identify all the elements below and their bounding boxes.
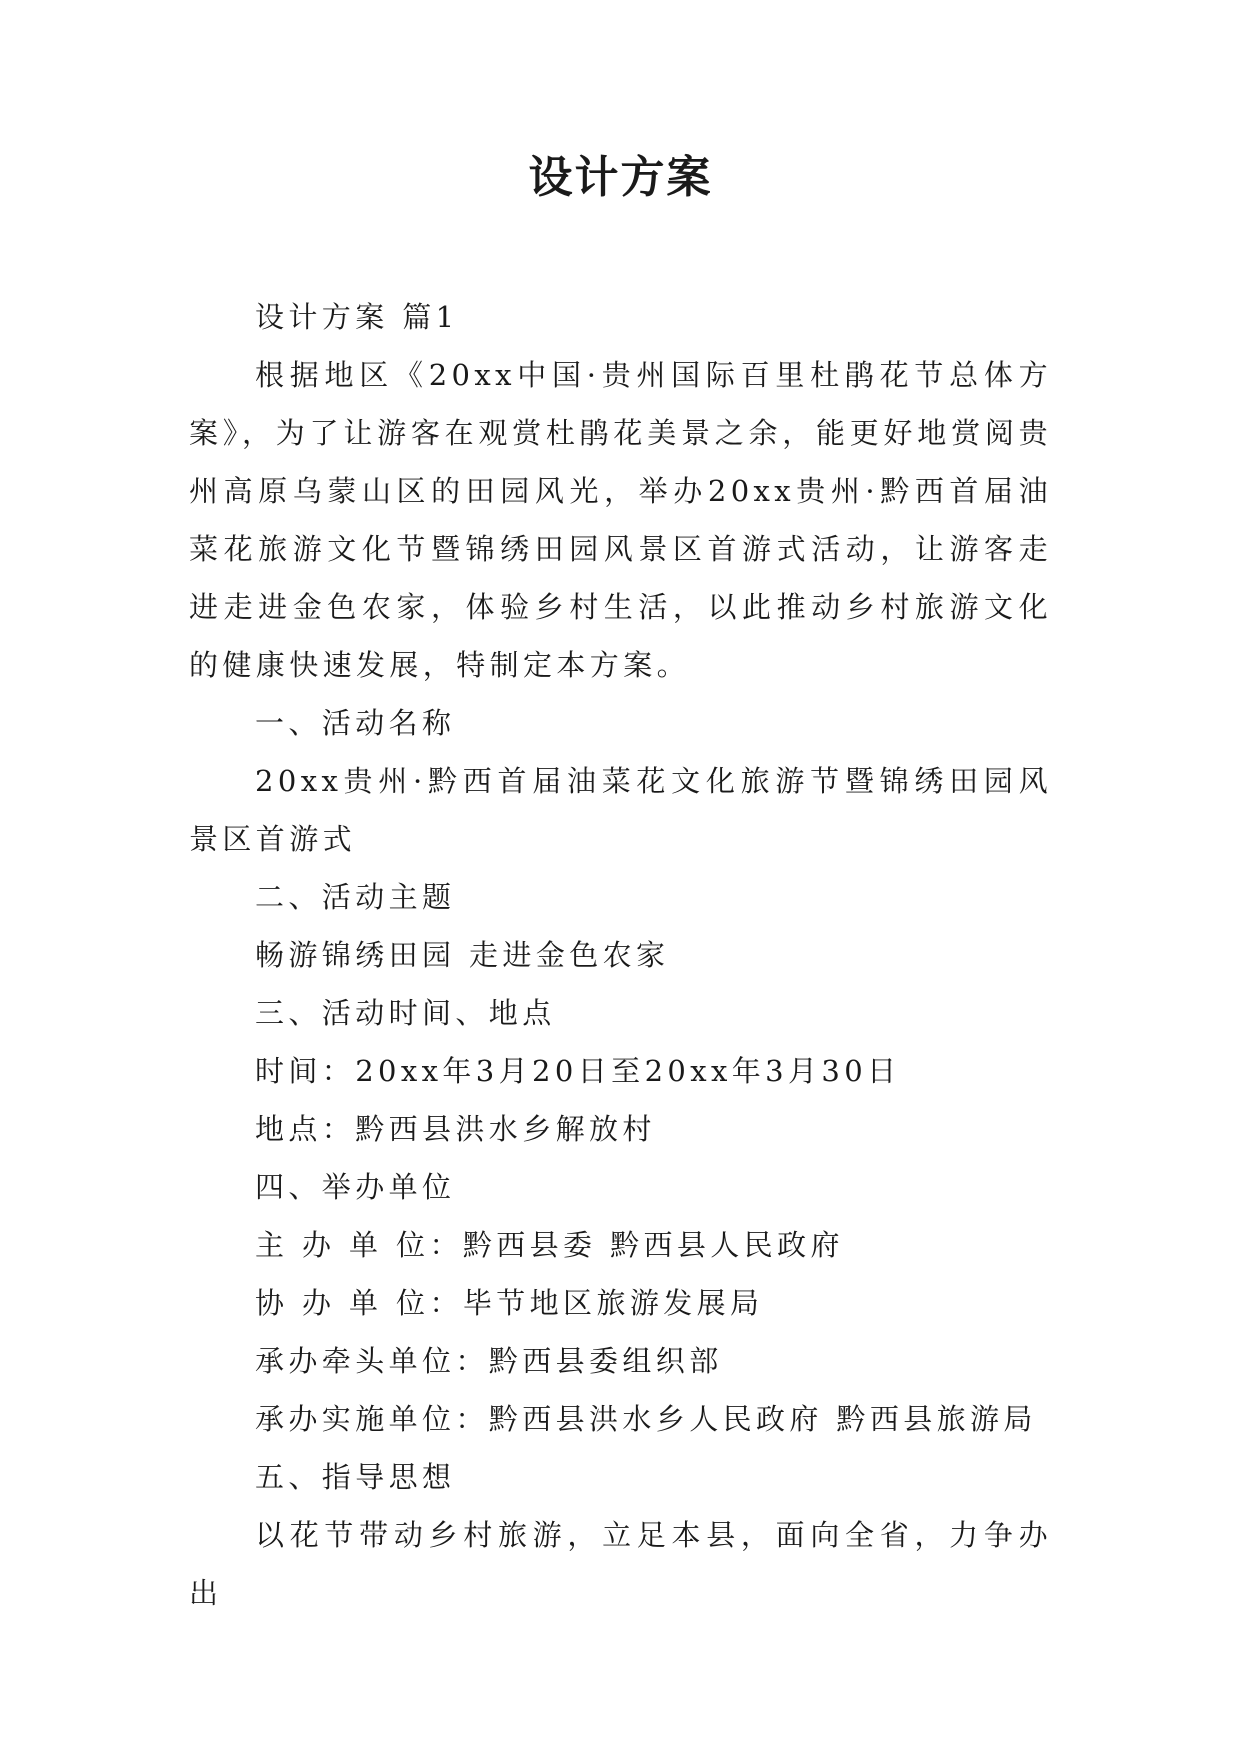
body-paragraph: 主 办 单 位：黔西县委 黔西县人民政府 [255,1228,844,1262]
document-title: 设计方案 [528,152,713,203]
body-paragraph: 承办实施单位：黔西县洪水乡人民政府 黔西县旅游局 [255,1402,1037,1436]
body-paragraph: 时间：20xx年3月20日至20xx年3月30日 [255,1054,901,1088]
section-heading: 四、举办单位 [255,1170,456,1204]
body-paragraph: 地点：黔西县洪水乡解放村 [255,1112,656,1146]
section-heading: 五、指导思想 [255,1460,456,1494]
body-paragraph: 以花节带动乡村旅游，立足本县，面向全省，力争办出 [189,1518,1052,1610]
body-paragraph: 协 办 单 位：毕节地区旅游发展局 [255,1286,764,1320]
intro-paragraph: 根据地区《20xx中国·贵州国际百里杜鹃花节总体方案》，为了让游客在观赏杜鹃花美景之余，能更好地赏阅贵州高原乌蒙山区的田园风光，举办20xx贵州·黔西首届油菜花旅游文化节暨锦绣田园风景区首游式活动，让游客走进走进金色农家，体验乡村生活，以此推动乡村旅游文化的健康快速发展，特制定本方案。 [189,358,1052,682]
section-heading: 二、活动主题 [255,880,456,914]
section-heading: 设计方案 篇1 [255,300,459,334]
section-heading: 三、活动时间、地点 [255,996,556,1030]
body-paragraph: 20xx贵州·黔西首届油菜花文化旅游节暨锦绣田园风景区首游式 [189,764,1052,856]
section-heading: 一、活动名称 [255,706,456,740]
document-body [189,288,1052,1622]
body-paragraph: 畅游锦绣田园 走进金色农家 [255,938,670,972]
body-paragraph: 承办牵头单位：黔西县委组织部 [255,1344,723,1378]
